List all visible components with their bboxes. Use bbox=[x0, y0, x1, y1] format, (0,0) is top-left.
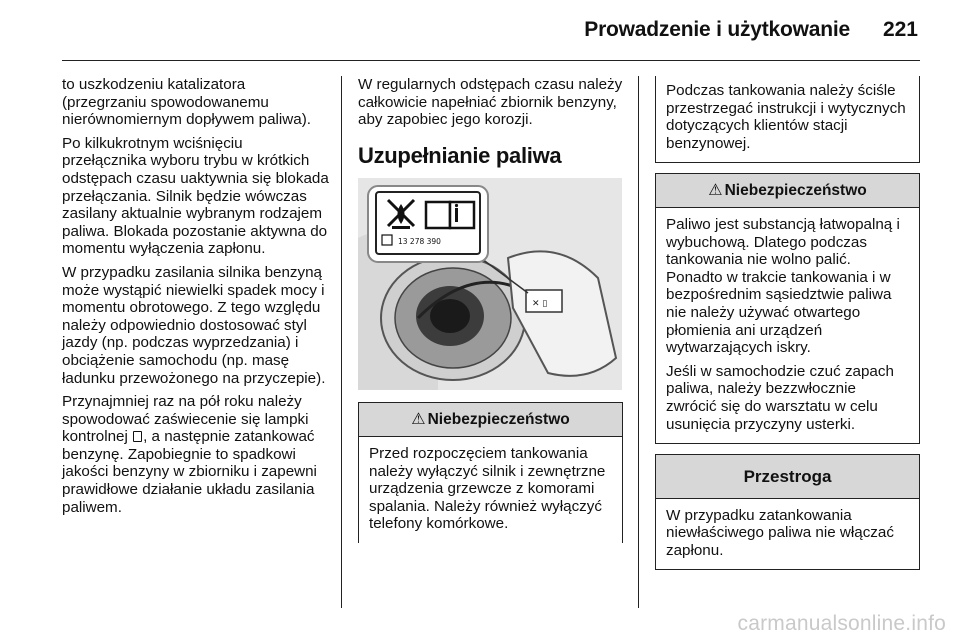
fuel-filler-illustration bbox=[358, 178, 622, 390]
column-divider-2 bbox=[638, 76, 639, 608]
paragraph: to uszkodzeniu katalizatora (przegrzaniu spowodowanemu nierównomiernym dopływem paliwa). bbox=[62, 76, 311, 129]
paragraph: W przypadku zasilania silnika benzyną może wystąpić niewielki spadek mocy i momentu obrotowego. Z tego względu należy odpowiednio dostosować styl jazdy (np. podczas wyprzedzania) i obciążenie samochodu (np. masę ładunku przewożonego na przyczepie). bbox=[62, 263, 326, 387]
danger-title: Niebezpieczeństwo bbox=[724, 182, 867, 200]
caution-box-header: Przestroga bbox=[656, 455, 919, 499]
page-header bbox=[0, 0, 960, 62]
paragraph: Jeśli w samochodzie czuć zapach paliwa, należy bezzwłocznie zwrócić się do warsztatu w celu usunięcia przyczyny usterki. bbox=[666, 362, 894, 433]
chapter-title: Prowadzenie i użytkowanie bbox=[584, 18, 850, 41]
page-number: 221 bbox=[882, 18, 918, 41]
figure-label-code: 13 278 390 bbox=[398, 237, 441, 247]
header-divider bbox=[62, 60, 920, 61]
caution-box-body bbox=[656, 499, 919, 570]
column-2 bbox=[358, 76, 623, 553]
warning-text: Przed rozpoczęciem tankowania należy wyłączyć silnik i zewnętrzne urządzenia grzewcze z komorami spalania. Należy również wyłączyć telefony komórkowe. bbox=[369, 444, 606, 533]
warning-box-header bbox=[359, 403, 622, 437]
paragraph: W regularnych odstępach czasu należy całkowicie napełniać zbiornik benzyny, aby zapobiec jego korozji. bbox=[358, 76, 623, 129]
svg-text:✕ ▯: ✕ ▯ bbox=[532, 299, 548, 310]
paragraph: Podczas tankowania należy ściśle przestrzegać instrukcji i wytycznych dotyczących klientów stacji benzynowej. bbox=[666, 82, 906, 152]
continued-box-body bbox=[656, 76, 919, 162]
continued-box bbox=[655, 76, 920, 163]
warning-box bbox=[358, 402, 623, 543]
fuel-filler-figure bbox=[358, 178, 622, 390]
column-1 bbox=[62, 76, 330, 522]
warning-triangle-icon: ⚠ bbox=[708, 182, 723, 200]
warning-triangle-icon: ⚠ bbox=[411, 411, 426, 429]
paragraph-text: , a następnie zatankować benzynę. Zapobiegnie to spadkowi jakości benzyny w zbiorniku i zapewni prawidłowe działanie układu zasilania paliwem. bbox=[62, 428, 317, 516]
paragraph: Paliwo jest substancją łatwopalną i wybuchową. Dlatego podczas tankowania nie wolno palić. Ponadto w trakcie tankowania i w bezpośrednim sąsiedztwie paliwa nie należy używać otwartego płomienia ani urządzeń wytwarzających iskry. bbox=[666, 215, 900, 357]
paragraph bbox=[62, 393, 330, 516]
caution-text: W przypadku zatankowania niewłaściwego paliwa nie włączać zapłonu. bbox=[666, 506, 894, 559]
paragraph: Po kilkukrotnym wciśnięciu przełącznika wyboru trybu w krótkich odstępach czasu uaktywnia się blokada przełączania. Silnik będzie wówczas zasilany aktualnie wybranym rodzajem paliwa. Blokada pozostanie aktywna do momentu wyłączenia zapłonu. bbox=[62, 134, 329, 258]
caution-box bbox=[655, 454, 920, 570]
warning-box-body bbox=[359, 437, 622, 543]
watermark: carmanualsonline.info bbox=[737, 612, 946, 635]
column-3 bbox=[655, 76, 920, 580]
section-heading: Uzupełnianie paliwa bbox=[358, 142, 562, 168]
warning-title: Niebezpieczeństwo bbox=[427, 411, 570, 429]
manual-book-icon bbox=[426, 202, 474, 228]
danger-box bbox=[655, 173, 920, 444]
danger-box-body bbox=[656, 208, 919, 443]
column-divider-1 bbox=[341, 76, 342, 608]
fuel-tank-icon bbox=[133, 431, 142, 442]
paragraph-text: Przynajmniej raz na pół roku należy spowodować zaświecenie się lampki kontrolnej bbox=[62, 393, 309, 446]
danger-box-header bbox=[656, 174, 919, 208]
